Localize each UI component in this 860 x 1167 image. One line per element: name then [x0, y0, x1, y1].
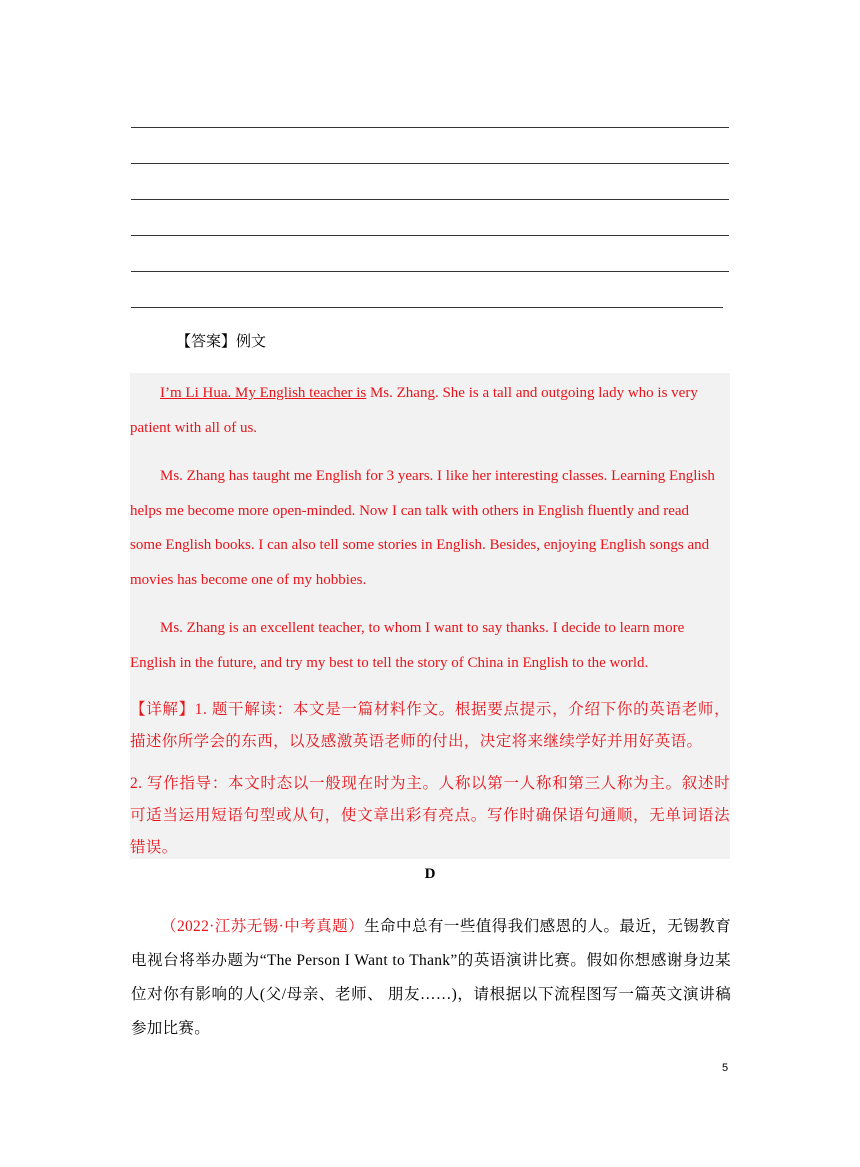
section-heading: D [424, 866, 436, 882]
answer-label: 【答案】例文 [176, 334, 267, 350]
detail-paragraph-2: 2. 写作指导：本文时态以一般现在时为主。人称以第一人称和第三人称为主。叙述时可适当运用短语句型或从句，使文章出彩有亮点。写作时确保语句通顺，无单词语法错误。 [130, 775, 730, 856]
page-number: 5 [722, 1062, 729, 1074]
essay-paragraph-3: Ms. Zhang is an excellent teacher, to whom I want to say thanks. I decide to learn more English in the future, and try my best to tell the story of China in English to the world. [130, 620, 685, 671]
essay-paragraph-1 [130, 373, 730, 445]
writing-lines [131, 110, 729, 309]
writing-line [131, 235, 729, 237]
writing-line [131, 271, 729, 273]
detail-paragraph-1: 【详解】1. 题干解读：本文是一篇材料作文。根据要点提示，介绍下你的英语老师，描述你所学会的东西，以及感激英语老师的付出，决定将来继续学好并用好英语。 [130, 701, 730, 750]
essay-text: Ms. Zhang. She is a tall and outgoing lady who is very patient with all of us. [130, 385, 698, 436]
question-source: （2022·江苏无锡·中考真题） [161, 918, 365, 935]
essay-paragraph-2: Ms. Zhang has taught me English for 3 years. I like her interesting classes. Learning English helps me become more open-minded. Now I can talk with others in English fluently and read some English books. I can also tell some stories in English. Besides, enjoying English songs and movies has become one of my hobbies. [130, 468, 715, 588]
question-block [131, 910, 731, 1046]
writing-line [131, 307, 723, 309]
writing-line [131, 199, 729, 201]
question-prompt [131, 910, 731, 1046]
detail-explanation [130, 694, 730, 864]
answer-box [130, 373, 730, 859]
sample-essay [130, 373, 730, 680]
writing-line [131, 163, 729, 165]
essay-underlined-text: I’m Li Hua. My English teacher is [160, 385, 367, 401]
writing-line [131, 127, 729, 129]
question-text: 生命中总有一些值得我们感恩的人。最近，无锡教育电视台将举办题为“The Person I Want to Thank”的英语演讲比赛。假如你想感谢身边某位对你有影响的人(父/母亲、老师、 朋友……)，请根据以下流程图写一篇英文演讲稿参加比赛。 [131, 918, 732, 1037]
